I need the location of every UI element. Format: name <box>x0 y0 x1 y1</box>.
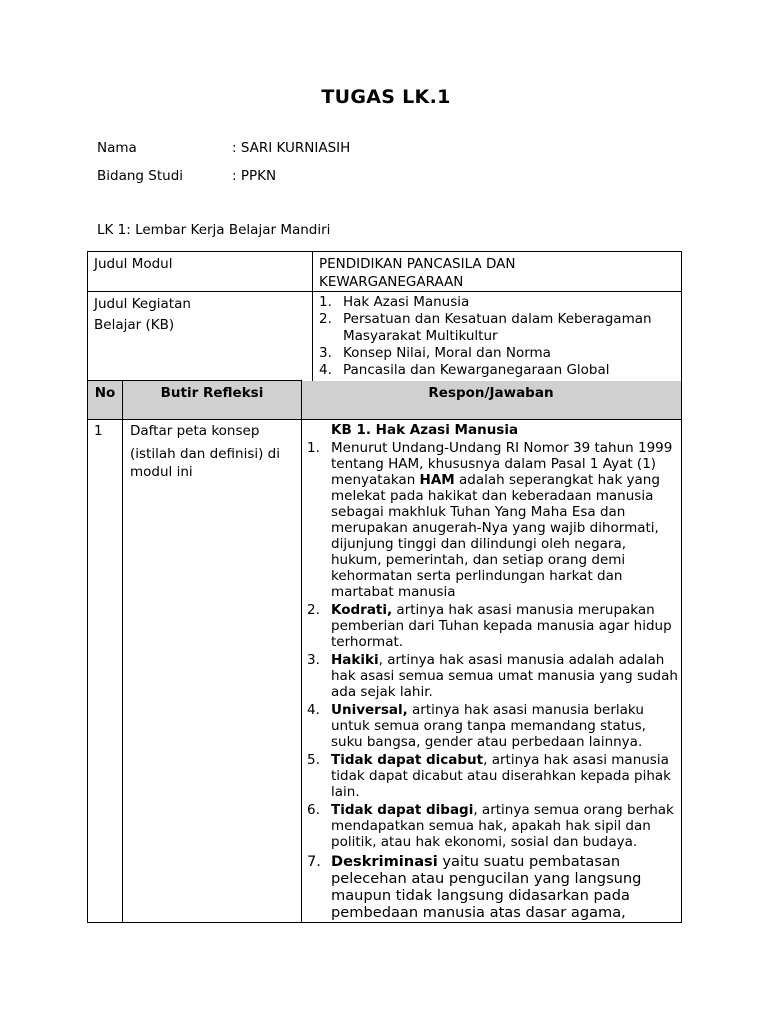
page-title: TUGAS LK.1 <box>321 86 451 108</box>
kb1-heading: KB 1. Hak Azasi Manusia <box>331 422 519 438</box>
butir-line: (istilah dan definisi) di modul ini <box>130 446 281 480</box>
module-label: Judul Modul <box>94 256 173 272</box>
table-border <box>87 291 682 292</box>
table-border <box>681 251 682 923</box>
field-row <box>97 168 276 184</box>
kb-item: 1. Hak Azasi Manusia <box>319 294 470 310</box>
response-item: 6. Tidak dapat dibagi, artinya semua orang berhak mendapatkan semua hak, apakah hak sipil dan politik, atau hak ekonomi, sosial dan budaya. <box>307 802 674 850</box>
kb-item: 2. Persatuan dan Kesatuan dalam Keberagaman Masyarakat Multikultur <box>319 311 652 344</box>
header-butir: Butir Refleksi <box>160 385 264 401</box>
response-item: 4. Universal, artinya hak asasi manusia berlaku untuk semua orang tanpa memandang status, suku bangsa, gender atau perbedaan lainnya. <box>307 702 646 750</box>
butir-line: Daftar peta konsep <box>130 423 260 439</box>
header-respon: Respon/Jawaban <box>428 385 554 401</box>
name-label: Nama <box>97 140 137 156</box>
table-border <box>87 380 302 381</box>
row-number: 1 <box>94 423 103 439</box>
header-no: No <box>94 385 116 401</box>
module-value-line: KEWARGANEGARAAN <box>319 274 464 290</box>
table-border <box>122 380 123 923</box>
response-item: 2. Kodrati, artinya hak asasi manusia merupakan pemberian dari Tuhan kepada manusia agar hidup terhormat. <box>307 602 672 650</box>
kb-item: 4. Pancasila dan Kewarganegaraan Global <box>319 362 610 378</box>
module-value-line: PENDIDIKAN PANCASILA DAN <box>319 256 516 272</box>
kb-list <box>319 294 677 379</box>
butir-refleksi <box>130 422 298 481</box>
table-border <box>87 922 682 923</box>
lk-title: LK 1: Lembar Kerja Belajar Mandiri <box>97 222 331 238</box>
module-value <box>319 255 679 291</box>
name-row <box>97 140 350 156</box>
table-border <box>87 251 682 252</box>
field-value: : PPKN <box>232 168 277 184</box>
field-label: Bidang Studi <box>97 168 184 184</box>
response-item: 3. Hakiki, artinya hak asasi manusia adalah adalah hak asasi semua semua umat manusia yang sudah ada sejak lahir. <box>307 652 678 700</box>
response-cell <box>302 422 679 922</box>
table-border <box>312 251 313 381</box>
kb-label-line: Belajar (KB) <box>94 317 175 333</box>
response-item: 7. Deskriminasi yaitu suatu pembatasan pelecehan atau pengucilan yang langsung maupun tidak langsung didasarkan pada pembedaan manusia atas dasar agama, <box>307 853 642 921</box>
table-border <box>87 251 88 923</box>
kb-item: 3. Konsep Nilai, Moral dan Norma <box>319 345 551 361</box>
table-border <box>87 419 682 420</box>
response-item: 5. Tidak dapat dicabut, artinya hak asasi manusia tidak dapat dicabut atau diserahkan kepada pihak lain. <box>307 752 671 800</box>
response-item: 1. Menurut Undang-Undang RI Nomor 39 tahun 1999 tentang HAM, khususnya dalam Pasal 1 Ayat (1) menyatakan HAM adalah seperangkat hak yang melekat pada hakikat dan keberadaan manusia sebagai makhluk Tuhan Yang Maha Esa dan merupakan anugerah-Nya yang wajib dihormati, dijunjung tinggi dan dilindungi oleh negara, hukum, pemerintah, dan setiap orang demi kehormatan serta perlindungan harkat dan martabat manusia <box>307 440 673 600</box>
kb-label-line: Judul Kegiatan <box>94 296 191 312</box>
kb-label <box>94 294 309 336</box>
name-value: : SARI KURNIASIH <box>232 140 351 156</box>
